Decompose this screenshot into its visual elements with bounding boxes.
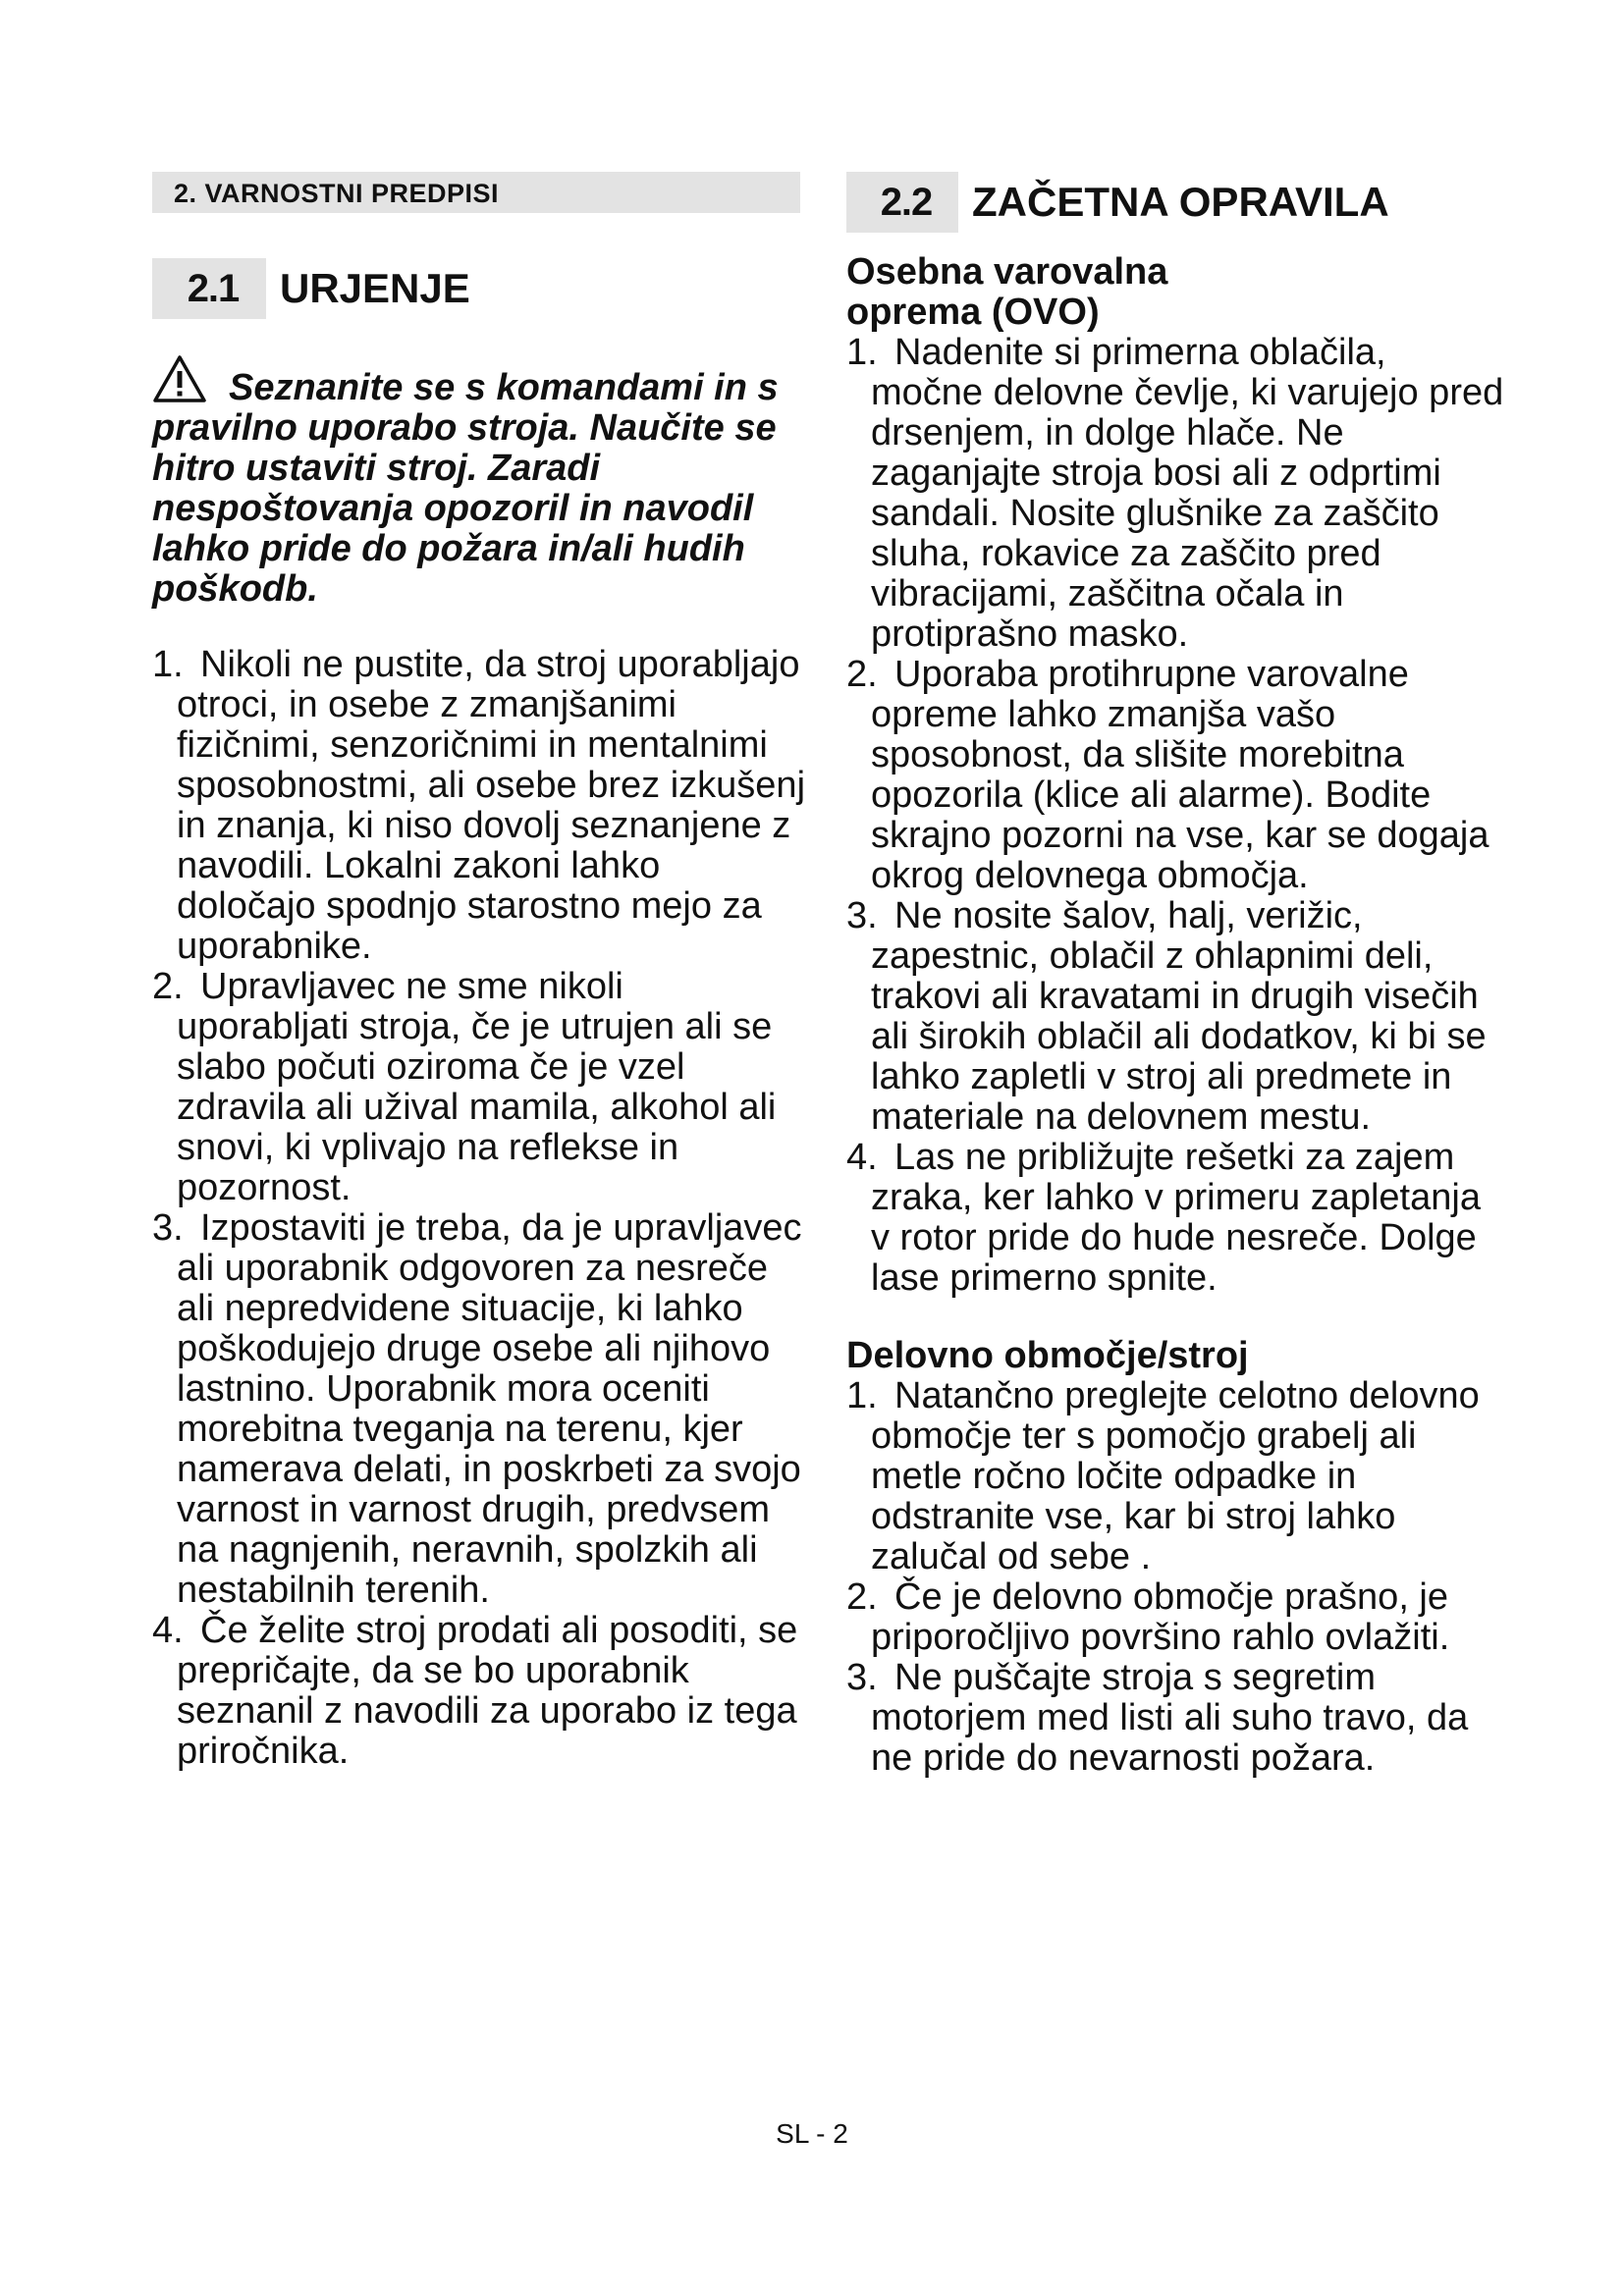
list-text: Ne nosite šalov, halj, verižic, zapestnic, oblačil z ohlapnimi deli, trakovi ali kravatami in drugih visečih ali širokih oblačil ali dodatkov, ki bi se lahko zapletli v stroj ali predmete in materiale na delovnem mestu. [871,895,1487,1138]
list-item [846,1376,1504,1577]
subheading-work-area: Delovno območje/stroj [846,1335,1249,1376]
list-number: 3. [846,895,878,936]
list-item [846,1658,1504,1779]
right-column [846,172,1504,1779]
list-text: Če je delovno območje prašno, je priporočljivo površino rahlo ovlažiti. [871,1576,1450,1658]
list-text: Upravljavec ne sme nikoli uporabljati stroja, če je utrujen ali se slabo počuti oziroma če je vzel zdravila ali užival mamila, alkohol ali snovi, ki vplivajo na reflekse in pozornost. [177,966,777,1208]
training-list [152,644,806,1772]
list-item [846,896,1504,1138]
left-column [152,172,806,1772]
list-item [846,1577,1504,1658]
list-text: Las ne približujte rešetki za zajem zraka, ker lahko v primeru zapletanja v rotor pride do hude nesreče. Dolge lase primerno spnite. [871,1137,1481,1299]
warning-text: Seznanite se s komandami in s pravilno uporabo stroja. Naučite se hitro ustaviti stroj. Zaradi nespoštovanja opozoril in navodil lahko pride do požara in/ali hudih poškodb. [152,367,779,610]
list-item [846,1138,1504,1299]
list-item [152,1208,805,1611]
list-text: Nadenite si primerna oblačila, močne delovne čevlje, ki varujejo pred drsenjem, in dolge hlače. Ne zaganjajte stroja bosi ali z odprtimi sandali. Nosite glušnike za zaščito sluha, rokavice za zaščito pred vibracijami, zaščitna očala in protiprašno masko. [871,332,1504,655]
list-number: 1. [846,1375,878,1416]
list-text: Natančno preglejte celotno delovno območje ter s pomočjo grabelj ali metle ročno ločite odpadke in odstranite vse, kar bi stroj lahko zalučal od sebe . [871,1375,1480,1577]
list-text: Izpostaviti je treba, da je upravljavec ali uporabnik odgovoren za nesreče ali nepredvidene situacije, ki lahko poškodujejo druge osebe ali njihovo lastnino. Uporabnik mora oceniti morebitna tveganja na terenu, kjer namerava delati, in poskrbeti za svojo varnost in varnost drugih, predvsem na nagnjenih, neravnih, spolzkih ali nestabilnih terenih. [177,1207,802,1611]
list-text: Ne puščajte stroja s segretim motorjem med listi ali suho travo, da ne pride do nevarnosti požara. [871,1657,1469,1779]
heading-preliminary [846,172,1494,233]
list-number: 2. [152,966,184,1007]
list-number: 3. [846,1657,878,1698]
list-item [152,967,805,1208]
subheading-ppe: Osebna varovalna oprema (OVO) [846,251,1168,333]
list-number: 4. [846,1137,878,1178]
heading-title: ZAČETNA OPRAVILA [972,179,1389,225]
list-number: 1. [846,332,878,373]
warning-paragraph [152,354,800,610]
ppe-list [846,332,1504,1299]
heading-title: URJENJE [280,265,470,311]
list-number: 2. [846,1576,878,1618]
list-text: Če želite stroj prodati ali posoditi, se prepričajte, da se bo uporabnik seznanil z navodili za uporabo iz tega priročnika. [177,1610,798,1772]
list-number: 4. [152,1610,184,1651]
list-number: 1. [152,644,184,685]
page-number: SL - 2 [776,2118,848,2149]
work-area-list [846,1376,1494,1779]
heading-number: 2.1 [152,258,266,319]
list-item [846,333,1504,655]
list-text: Uporaba protihrupne varovalne opreme lahko zmanjša vašo sposobnost, da slišite morebitna opozorila (klice ali alarme). Bodite skrajno pozorni na vse, kar se dogaja okrog delovnega območja. [871,654,1489,896]
list-number: 3. [152,1207,184,1249]
list-item [152,645,805,967]
section-header: 2. VARNOSTNI PREDPISI [152,172,800,213]
warning-triangle-icon [152,354,207,403]
heading-number: 2.2 [846,172,958,233]
list-text: Nikoli ne pustite, da stroj uporabljajo otroci, in osebe z zmanjšanimi fizičnimi, senzoričnimi in mentalnimi sposobnostmi, ali osebe brez izkušenj in znanja, ki niso dovolj seznanjene z navodili. Lokalni zakoni lahko določajo spodnjo starostno mejo za uporabnike. [177,644,806,967]
list-item [152,1611,805,1772]
list-number: 2. [846,654,878,695]
heading-training [152,258,800,319]
list-item [846,655,1504,896]
